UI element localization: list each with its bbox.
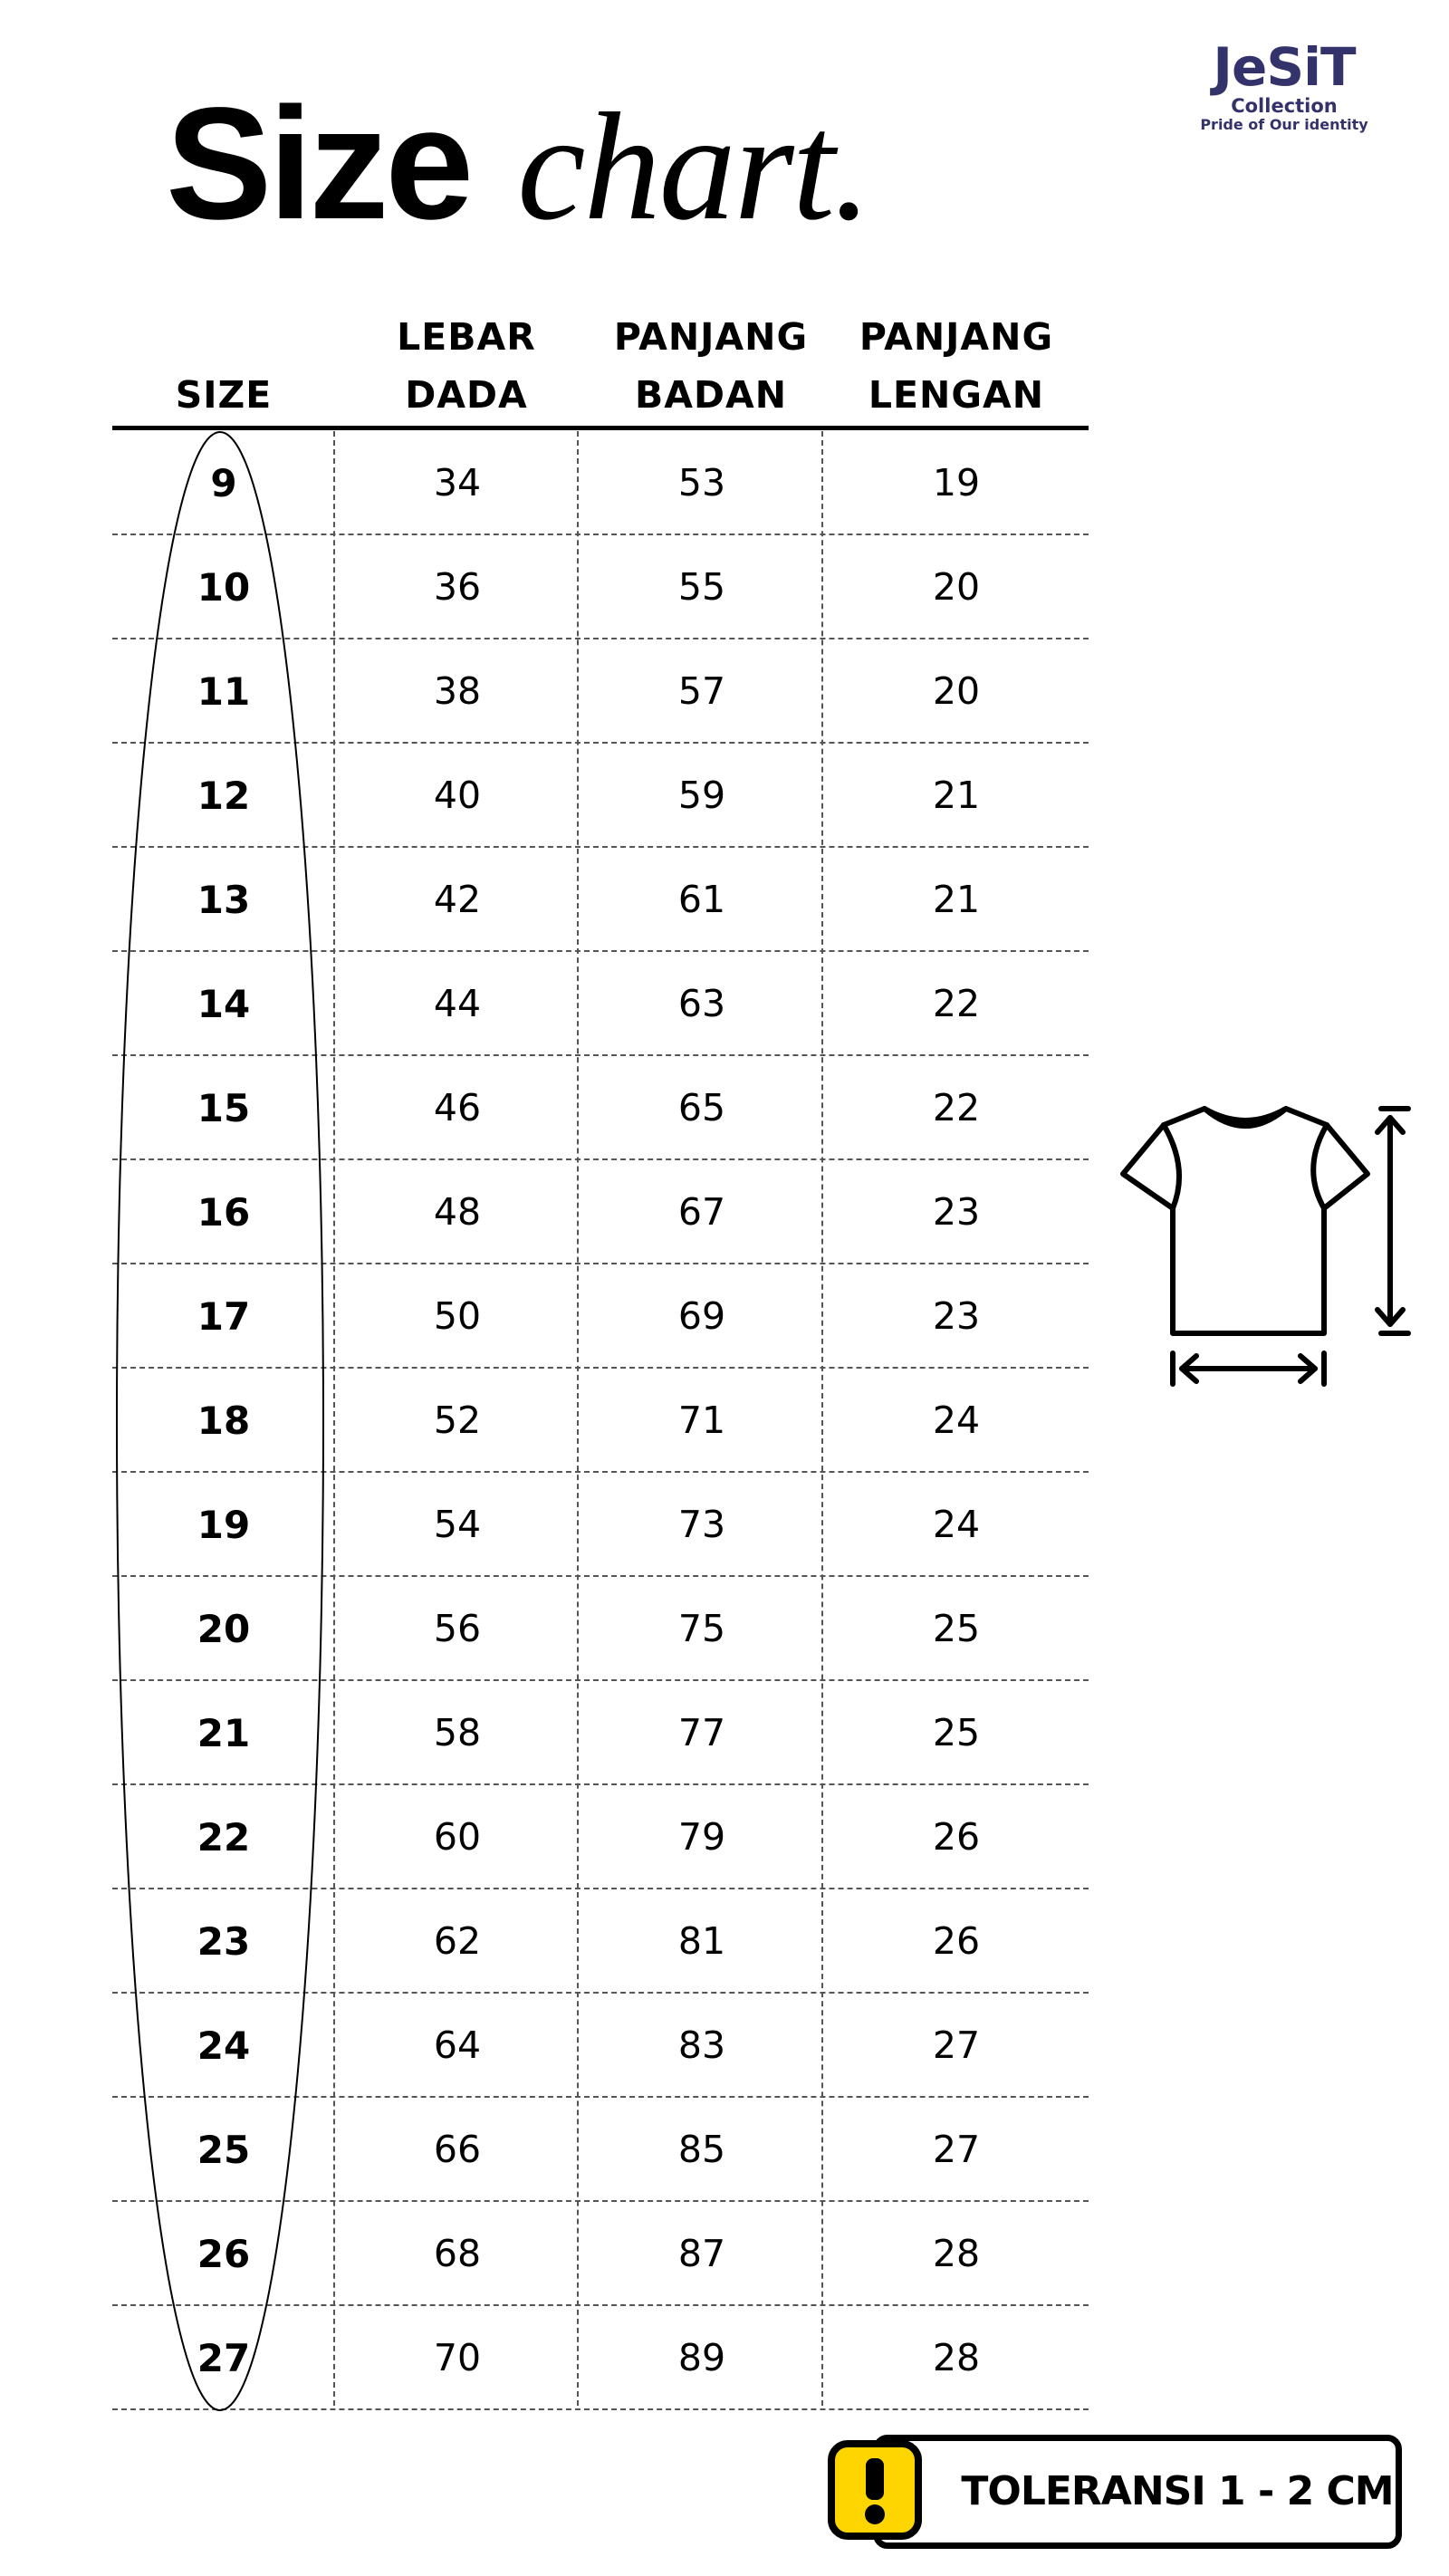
header-panjang-lengan [824, 308, 1089, 424]
panjang-lengan-cell: 26 [932, 1919, 981, 1963]
header-size-line2: SIZE [175, 373, 273, 417]
panjang-lengan-cell: 28 [932, 2232, 981, 2275]
table-row [112, 1785, 1089, 1889]
panjang-lengan-cell: 25 [932, 1607, 981, 1650]
panjang-badan-cell: 57 [677, 669, 726, 713]
size-cell: 12 [197, 774, 251, 818]
size-cell: 22 [197, 1815, 251, 1860]
size-cell: 11 [197, 669, 251, 714]
panjang-badan-cell: 89 [677, 2336, 726, 2379]
header-lebar-dada-line1: LEBAR [397, 315, 536, 359]
panjang-badan-cell: 75 [677, 1607, 726, 1650]
size-cell: 9 [210, 461, 237, 505]
panjang-lengan-cell: 23 [932, 1190, 981, 1234]
size-cell: 27 [197, 2336, 251, 2380]
panjang-badan-cell: 81 [677, 1919, 726, 1963]
panjang-badan-cell: 65 [677, 1086, 726, 1129]
brand-logo [1194, 38, 1375, 134]
panjang-badan-cell: 61 [677, 878, 726, 921]
table-row [112, 1473, 1089, 1577]
table-row [112, 639, 1089, 744]
lebar-dada-cell: 36 [433, 565, 482, 609]
panjang-badan-cell: 67 [677, 1190, 726, 1234]
header-panjang-badan-line2: BADAN [634, 373, 788, 417]
lebar-dada-cell: 48 [433, 1190, 482, 1234]
lebar-dada-cell: 46 [433, 1086, 482, 1129]
table-row [112, 1889, 1089, 1994]
table-row [112, 848, 1089, 952]
lebar-dada-cell: 34 [433, 461, 482, 505]
panjang-badan-cell: 73 [677, 1503, 726, 1546]
table-row [112, 535, 1089, 639]
size-cell: 15 [197, 1086, 251, 1130]
panjang-badan-cell: 77 [677, 1711, 726, 1754]
header-panjang-lengan-line1: PANJANG [859, 315, 1054, 359]
row-divider [112, 2408, 1089, 2410]
table-row [112, 1369, 1089, 1473]
size-cell: 16 [197, 1190, 251, 1235]
panjang-lengan-cell: 25 [932, 1711, 981, 1754]
size-cell: 14 [197, 982, 251, 1026]
lebar-dada-cell: 56 [433, 1607, 482, 1650]
tolerance-text: TOLERANSI 1 - 2 CM [961, 2468, 1394, 2514]
title-word: Size [166, 75, 471, 253]
table-row [112, 1681, 1089, 1785]
title-script-word: chart. [517, 82, 870, 252]
lebar-dada-cell: 40 [433, 774, 482, 817]
header-lebar-dada [335, 308, 598, 424]
header-rule [112, 426, 1089, 430]
lebar-dada-cell: 66 [433, 2128, 482, 2171]
panjang-lengan-cell: 26 [932, 1815, 981, 1859]
logo-tagline: Pride of Our identity [1200, 116, 1368, 133]
table-row [112, 2098, 1089, 2202]
size-cell: 18 [197, 1399, 251, 1443]
panjang-badan-cell: 79 [677, 1815, 726, 1859]
panjang-badan-cell: 85 [677, 2128, 726, 2171]
panjang-lengan-cell: 24 [932, 1399, 981, 1442]
panjang-badan-cell: 63 [677, 982, 726, 1025]
lebar-dada-cell: 68 [433, 2232, 482, 2275]
table-row [112, 1577, 1089, 1681]
table-row [112, 1160, 1089, 1264]
header-panjang-badan-line1: PANJANG [613, 315, 809, 359]
panjang-lengan-cell: 22 [932, 1086, 981, 1129]
size-cell: 19 [197, 1503, 251, 1547]
panjang-lengan-cell: 19 [932, 461, 981, 505]
logo-name: JeSiT [1213, 36, 1356, 98]
table-row [112, 431, 1089, 535]
panjang-lengan-cell: 21 [932, 774, 981, 817]
page-title [166, 72, 870, 254]
panjang-badan-cell: 69 [677, 1294, 726, 1338]
exclamation-glyph-icon [835, 2447, 915, 2533]
table-row [112, 1264, 1089, 1369]
tshirt-measurement-icon [1109, 1096, 1417, 1395]
panjang-badan-cell: 53 [677, 461, 726, 505]
size-cell: 26 [197, 2232, 251, 2276]
lebar-dada-cell: 64 [433, 2023, 482, 2067]
panjang-badan-cell: 55 [677, 565, 726, 609]
warning-exclamation-icon [828, 2440, 922, 2540]
panjang-lengan-cell: 28 [932, 2336, 981, 2379]
header-size-line1 [112, 308, 335, 366]
lebar-dada-cell: 44 [433, 982, 482, 1025]
size-cell: 20 [197, 1607, 251, 1651]
tolerance-badge [824, 2427, 1413, 2563]
panjang-badan-cell: 83 [677, 2023, 726, 2067]
panjang-lengan-cell: 27 [932, 2023, 981, 2067]
lebar-dada-cell: 50 [433, 1294, 482, 1338]
lebar-dada-cell: 54 [433, 1503, 482, 1546]
table-row [112, 744, 1089, 848]
panjang-lengan-cell: 23 [932, 1294, 981, 1338]
lebar-dada-cell: 62 [433, 1919, 482, 1963]
size-cell: 23 [197, 1919, 251, 1964]
table-row [112, 2202, 1089, 2306]
size-cell: 25 [197, 2128, 251, 2172]
panjang-lengan-cell: 20 [932, 565, 981, 609]
header-panjang-badan [580, 308, 842, 424]
header-panjang-lengan-line2: LENGAN [868, 373, 1045, 417]
size-cell: 24 [197, 2023, 251, 2068]
size-cell: 13 [197, 878, 251, 922]
logo-subtitle: Collection [1231, 95, 1338, 117]
header-lebar-dada-line2: DADA [405, 373, 528, 417]
lebar-dada-cell: 42 [433, 878, 482, 921]
table-row [112, 2306, 1089, 2410]
size-cell: 10 [197, 565, 251, 610]
panjang-badan-cell: 59 [677, 774, 726, 817]
lebar-dada-cell: 60 [433, 1815, 482, 1859]
header-size [112, 308, 335, 424]
lebar-dada-cell: 38 [433, 669, 482, 713]
lebar-dada-cell: 70 [433, 2336, 482, 2379]
panjang-lengan-cell: 20 [932, 669, 981, 713]
lebar-dada-cell: 58 [433, 1711, 482, 1754]
table-row [112, 952, 1089, 1056]
lebar-dada-cell: 52 [433, 1399, 482, 1442]
panjang-lengan-cell: 21 [932, 878, 981, 921]
panjang-lengan-cell: 27 [932, 2128, 981, 2171]
size-cell: 17 [197, 1294, 251, 1339]
panjang-badan-cell: 87 [677, 2232, 726, 2275]
size-cell: 21 [197, 1711, 251, 1755]
table-row [112, 1994, 1089, 2098]
table-row [112, 1056, 1089, 1160]
panjang-badan-cell: 71 [677, 1399, 726, 1442]
panjang-lengan-cell: 22 [932, 982, 981, 1025]
panjang-lengan-cell: 24 [932, 1503, 981, 1546]
